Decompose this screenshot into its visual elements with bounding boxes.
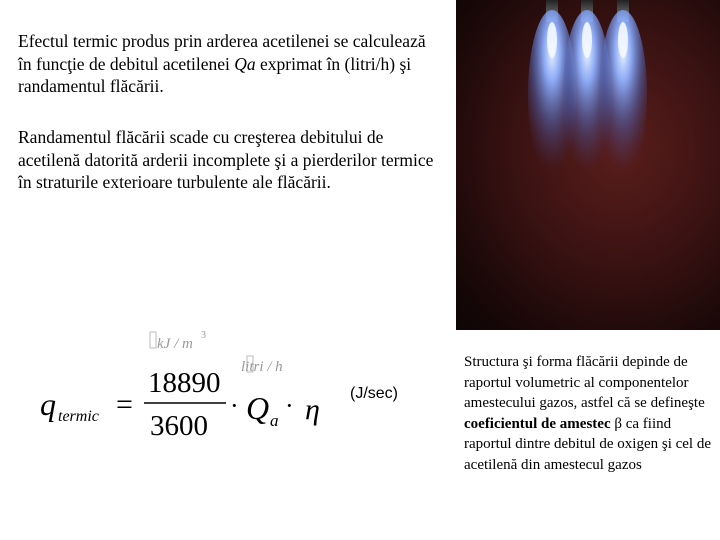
- unit-exponent: 3: [201, 330, 206, 341]
- eta-symbol: η: [305, 393, 320, 426]
- flame-photo: [456, 0, 720, 330]
- side-text-2: β ca fiind raportul dintre debitul de oxigen şi cel de acetilenă din amestecul gazos: [464, 415, 712, 473]
- denominator: 3600: [150, 410, 208, 442]
- flame-core-middle: [582, 22, 592, 58]
- q-symbol: q: [40, 386, 56, 422]
- intro-text-rest: exprimat în (litri/h) şi randamentul flăcării.: [18, 53, 412, 96]
- multiply-dot-1: ·: [230, 391, 239, 420]
- efficiency-paragraph: Randamentul flăcării scade cu creşterea debitului de acetilenă datorită arderii incomplete şi a pierderilor termice în straturile exterioare turbulente ale flăcării.: [18, 127, 434, 192]
- flow-q: Q: [246, 390, 270, 426]
- unit-litri-h: litri / h: [241, 359, 283, 375]
- result-unit: (J/sec): [350, 385, 398, 402]
- side-text-1: Structura şi forma flăcării depinde de raportul volumetric al componentelor amestecului gazos, astfel că se defineşte: [464, 354, 705, 411]
- flame-core-left: [547, 22, 557, 58]
- equals-sign: =: [116, 388, 133, 421]
- intro-paragraph: [18, 30, 438, 98]
- unit-kj-m3: kJ / m: [157, 336, 193, 352]
- q-subscript: termic: [58, 408, 99, 425]
- torch-flames-image: [456, 0, 720, 330]
- flame-core-right: [618, 22, 628, 58]
- unit-bracket-left: [150, 332, 156, 348]
- numerator: 18890: [148, 367, 221, 399]
- multiply-dot-2: ·: [285, 391, 294, 420]
- thermal-effect-formula: [0, 318, 450, 448]
- flow-q-subscript: a: [270, 411, 279, 430]
- mixing-coefficient-term: coeficientul de amestec: [464, 415, 611, 432]
- flame-structure-paragraph: [464, 352, 716, 475]
- flow-symbol: Qa: [234, 53, 256, 74]
- intro-text: Efectul termic produs prin arderea acetilenei se calculează în funcţie de debitul acetilenei: [18, 31, 426, 74]
